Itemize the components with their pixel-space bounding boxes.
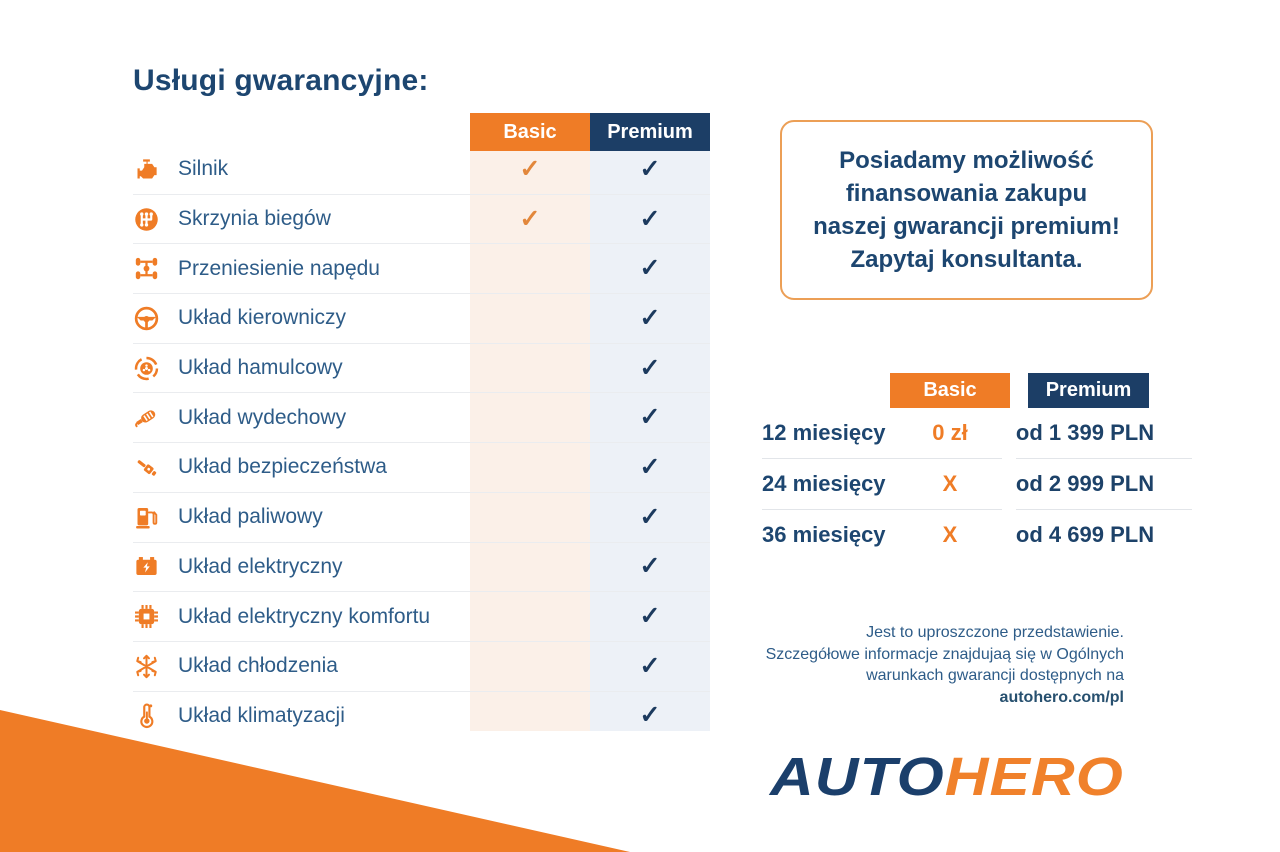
disclaimer-line: [740, 665, 1124, 708]
exhaust-icon: [133, 404, 160, 431]
service-label: Układ hamulcowy: [178, 356, 343, 380]
gearbox-icon-cell: [133, 206, 178, 233]
basic-price: X: [942, 471, 958, 496]
premium-check: ✓: [639, 602, 661, 631]
service-label: Układ elektryczny: [178, 554, 343, 578]
drivetrain-icon-cell: [133, 255, 178, 282]
premium-check: ✓: [639, 254, 661, 283]
pricing-header-premium: Premium: [1028, 373, 1149, 408]
term-label: 12 miesięcy: [762, 420, 886, 445]
legal-disclaimer: [740, 622, 1124, 708]
promo-line: naszej gwarancji premium!: [813, 213, 1120, 240]
pricing-row: [762, 408, 1192, 458]
steering-wheel-icon-cell: [133, 305, 178, 332]
financing-promo-box: [780, 120, 1153, 300]
fuel-pump-icon-cell: [133, 504, 178, 531]
table-row: [133, 692, 710, 741]
premium-check: ✓: [639, 502, 661, 531]
column-header-basic: Basic: [470, 113, 590, 151]
engine-icon: [133, 156, 160, 183]
services-table: [133, 113, 710, 729]
pricing-header-basic: Basic: [890, 373, 1010, 408]
gearbox-icon: [133, 206, 160, 233]
service-label: Układ bezpieczeństwa: [178, 455, 387, 479]
column-header-premium: Premium: [590, 113, 710, 151]
service-label: Silnik: [178, 157, 229, 181]
pricing-rows: [762, 408, 1192, 560]
fuel-pump-icon: [133, 504, 160, 531]
battery-icon: [133, 553, 160, 580]
pricing-row: [762, 459, 1192, 509]
seatbelt-icon: [133, 454, 160, 481]
premium-check: ✓: [639, 403, 661, 432]
basic-check: ✓: [519, 154, 541, 183]
disclaimer-line: Szczegółowe informacje znajdujaą się w Ogólnych: [765, 645, 1124, 663]
table-row: [133, 493, 710, 543]
table-row: [133, 642, 710, 692]
page-title: Usługi gwarancyjne:: [133, 64, 429, 97]
premium-check: ✓: [639, 701, 661, 730]
table-row: [133, 543, 710, 593]
services-rows: [133, 145, 710, 740]
seatbelt-icon-cell: [133, 454, 178, 481]
basic-check: ✓: [519, 204, 541, 233]
pricing-separator: [762, 458, 1192, 459]
table-row: [133, 592, 710, 642]
chip-icon-cell: [133, 603, 178, 630]
promo-line: finansowania zakupu: [845, 180, 1088, 207]
autohero-logo: [770, 746, 1124, 808]
website-url-text: autohero.com/pl: [999, 688, 1124, 706]
pricing-row: [762, 510, 1192, 560]
table-row: [133, 344, 710, 394]
table-row: [133, 443, 710, 493]
drivetrain-icon: [133, 255, 160, 282]
term-label: 36 miesięcy: [762, 522, 886, 547]
service-label: Układ elektryczny komfortu: [178, 604, 431, 628]
premium-check: ✓: [639, 353, 661, 382]
premium-price: od 4 699 PLN: [1015, 522, 1155, 547]
service-label: Przeniesienie napędu: [178, 256, 380, 280]
disclaimer-text: warunkach gwarancji dostępnych na: [866, 667, 1124, 684]
table-row: [133, 244, 710, 294]
table-row: [133, 294, 710, 344]
thermometer-icon-cell: [133, 702, 178, 729]
premium-check: ✓: [639, 651, 661, 680]
table-row: [133, 195, 710, 245]
snowflake-icon: [133, 653, 160, 680]
logo-auto-text: AUTO: [770, 747, 945, 807]
premium-check: ✓: [639, 552, 661, 581]
service-label: Skrzynia biegów: [178, 207, 331, 231]
promo-line: Posiadamy możliwość: [839, 147, 1094, 174]
premium-check: ✓: [639, 204, 661, 233]
term-label: 24 miesięcy: [762, 471, 886, 496]
basic-price: 0 zł: [932, 420, 968, 445]
service-label: Układ paliwowy: [178, 505, 323, 529]
logo-hero-text: HERO: [944, 747, 1124, 807]
premium-price: od 2 999 PLN: [1015, 471, 1155, 496]
premium-price: od 1 399 PLN: [1015, 420, 1155, 445]
brake-icon: [133, 355, 160, 382]
chip-icon: [133, 603, 160, 630]
table-row: [133, 145, 710, 195]
promo-line: Zapytaj konsultanta.: [850, 246, 1083, 273]
basic-price: X: [942, 522, 958, 547]
battery-icon-cell: [133, 553, 178, 580]
service-label: Układ wydechowy: [178, 405, 347, 429]
engine-icon-cell: [133, 156, 178, 183]
service-label: Układ klimatyzacji: [178, 703, 345, 727]
table-row: [133, 393, 710, 443]
service-label: Układ chłodzenia: [178, 654, 338, 678]
pricing-separator: [762, 509, 1192, 510]
premium-check: ✓: [639, 303, 661, 332]
thermometer-icon: [133, 702, 160, 729]
service-label: Układ kierowniczy: [178, 306, 347, 330]
steering-wheel-icon: [133, 305, 160, 332]
premium-check: ✓: [639, 452, 661, 481]
premium-check: ✓: [639, 154, 661, 183]
disclaimer-line: Jest to uproszczone przedstawienie.: [866, 624, 1124, 641]
exhaust-icon-cell: [133, 404, 178, 431]
brake-icon-cell: [133, 355, 178, 382]
snowflake-icon-cell: [133, 653, 178, 680]
